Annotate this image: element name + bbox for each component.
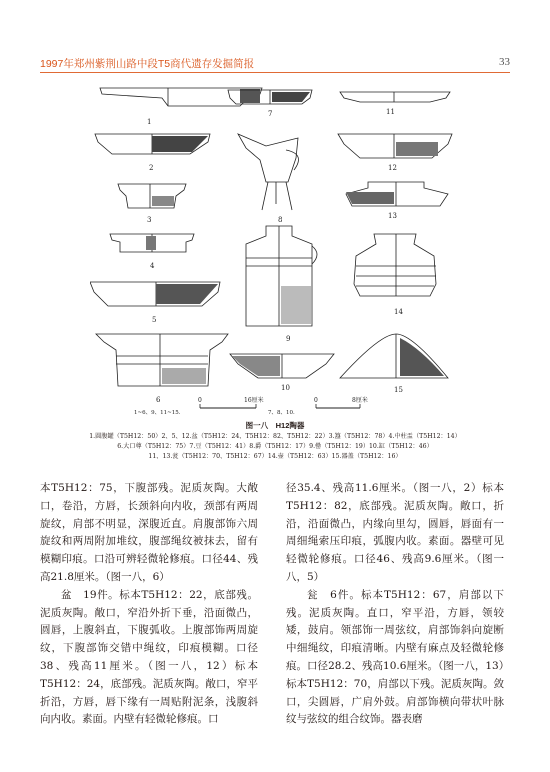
vessel-drawing-8 — [238, 134, 299, 210]
vessel-drawing-10 — [230, 354, 334, 378]
header-rule — [40, 72, 510, 73]
vessel-drawing-6 — [96, 334, 228, 386]
vessel-drawing-3 — [118, 184, 186, 208]
figure-number-10: 10 — [281, 384, 290, 392]
body-column-right — [286, 480, 504, 729]
figure-number-7: 7 — [268, 110, 273, 118]
scale-bar-left — [134, 396, 264, 416]
figure-number-3: 3 — [147, 216, 152, 224]
vessel-drawing-13 — [346, 182, 448, 206]
scale-right-zero: 0 — [314, 397, 318, 404]
figure-number-15: 15 — [394, 386, 403, 394]
body-paragraph: 瓮 6件。标本T5H12：67，肩部以下残。泥质灰陶。直口，窄平沿，方唇，领较矮，鼓肩。领部饰一周弦纹，肩部饰斜向旋断中细绳纹，印痕清晰。内壁有麻点及轻微轮修痕。口径28.2、残高10.6厘米。（图一八，13）标本T5H12：70，肩部以下残。泥质灰陶。敛口，尖圆唇，广肩外鼓。肩部饰横向带状叶脉纹与弦纹的组合纹饰。器表磨 — [286, 588, 504, 726]
running-header — [40, 56, 510, 72]
body-column-left — [40, 480, 258, 729]
figure-caption-line: 6.大口尊（T5H12：75）7.豆（T5H12：41）8.爵（T5H12：17）9.罍（T5H12：19）10.缸（T5H12：46） — [117, 443, 433, 450]
figure-number-14: 14 — [394, 308, 403, 316]
scale-bar-right — [268, 396, 368, 416]
journal-article-title: 1997年郑州紫荆山路中段T5商代遗存发掘简报 — [40, 58, 255, 70]
vessel-drawing-2 — [95, 134, 210, 154]
pottery-drawings — [90, 86, 490, 416]
figure-caption-title: 图一八 H12陶器 — [245, 421, 305, 430]
figure-number-9: 9 — [286, 335, 291, 343]
figure-number-8: 8 — [278, 216, 283, 224]
scale-left-zero: 0 — [198, 397, 202, 404]
pottery-figure — [90, 86, 490, 416]
figure-number-2: 2 — [149, 164, 154, 172]
body-paragraph: 径35.4、残高11.6厘米。（图一八，2）标本T5H12：82，底部残。泥质灰陶。敞口，折沿，沿面微凸，内缘向里勾，圆唇，唇面有一周细绳索压印痕，弧腹内收。素面。器壁可见轻微轮修痕。口径46、残高9.6厘米。（图一八，5） — [286, 482, 504, 583]
figure-number-4: 4 — [150, 262, 155, 270]
vessel-drawing-1 — [100, 88, 262, 106]
figure-caption-line: 11、13.瓮（T5H12：70、T5H12：67）14.壶（T5H12：63）15.器盖（T5H12：16） — [148, 453, 402, 460]
body-paragraph: 盆 19件。标本T5H12：22，底部残。泥质灰陶。敞口，窄沿外折下垂，沿面微凸，圆唇，上腹斜直，下腹弧收。上腹部饰两周旋纹，下腹部饰交错中绳纹，印痕模糊。口径38、残高11厘米。（图一八，12）标本T5H12：24，底部残。泥质灰陶。敞口，窄平折沿，方唇，唇下缘有一周贴附泥条，浅腹斜向内收。素面。内壁有轻微轮修痕。口 — [40, 588, 258, 726]
scale-left-length: 16厘米 — [244, 397, 264, 404]
vessel-drawing-11 — [340, 92, 450, 102]
vessel-drawing-5 — [90, 282, 220, 306]
vessel-drawing-9 — [246, 226, 317, 326]
vessel-drawing-12 — [338, 134, 452, 158]
page-number: 33 — [499, 56, 510, 68]
body-paragraph: 本T5H12：75，下腹部残。泥质灰陶。大敞口，卷沿，方唇，长颈斜向内收，颈部有两周旋纹，肩部不明显，深腹近直。肩腹部饰六周旋纹和两周附加堆纹，腹部绳纹被抹去，留有模糊印痕。口沿可辨轻微轮修痕。口径44、残高21.8厘米。（图一八，6） — [40, 482, 258, 583]
figure-number-12: 12 — [388, 164, 397, 172]
figure-number-5: 5 — [152, 316, 157, 324]
figure-caption-line: 1.圆腹罐（T5H12：50）2、5、12.盆（T5H12：24、T5H12：82、T5H12：22）3.簋（T5H12：78）4.中柱盂（T5H12：14） — [89, 433, 461, 440]
figure-number-11: 11 — [386, 108, 395, 116]
figure-number-1: 1 — [147, 118, 152, 126]
scale-right-length: 8厘米 — [352, 397, 368, 404]
figure-number-6: 6 — [156, 396, 161, 404]
vessel-drawing-15 — [340, 334, 448, 378]
vessel-drawing-4 — [110, 234, 194, 252]
scale-left-applies: 1~6、9、11~15. — [134, 410, 181, 416]
figure-number-13: 13 — [388, 212, 397, 220]
scale-right-applies: 7、8、10. — [268, 410, 295, 416]
vessel-drawing-14 — [354, 234, 436, 296]
